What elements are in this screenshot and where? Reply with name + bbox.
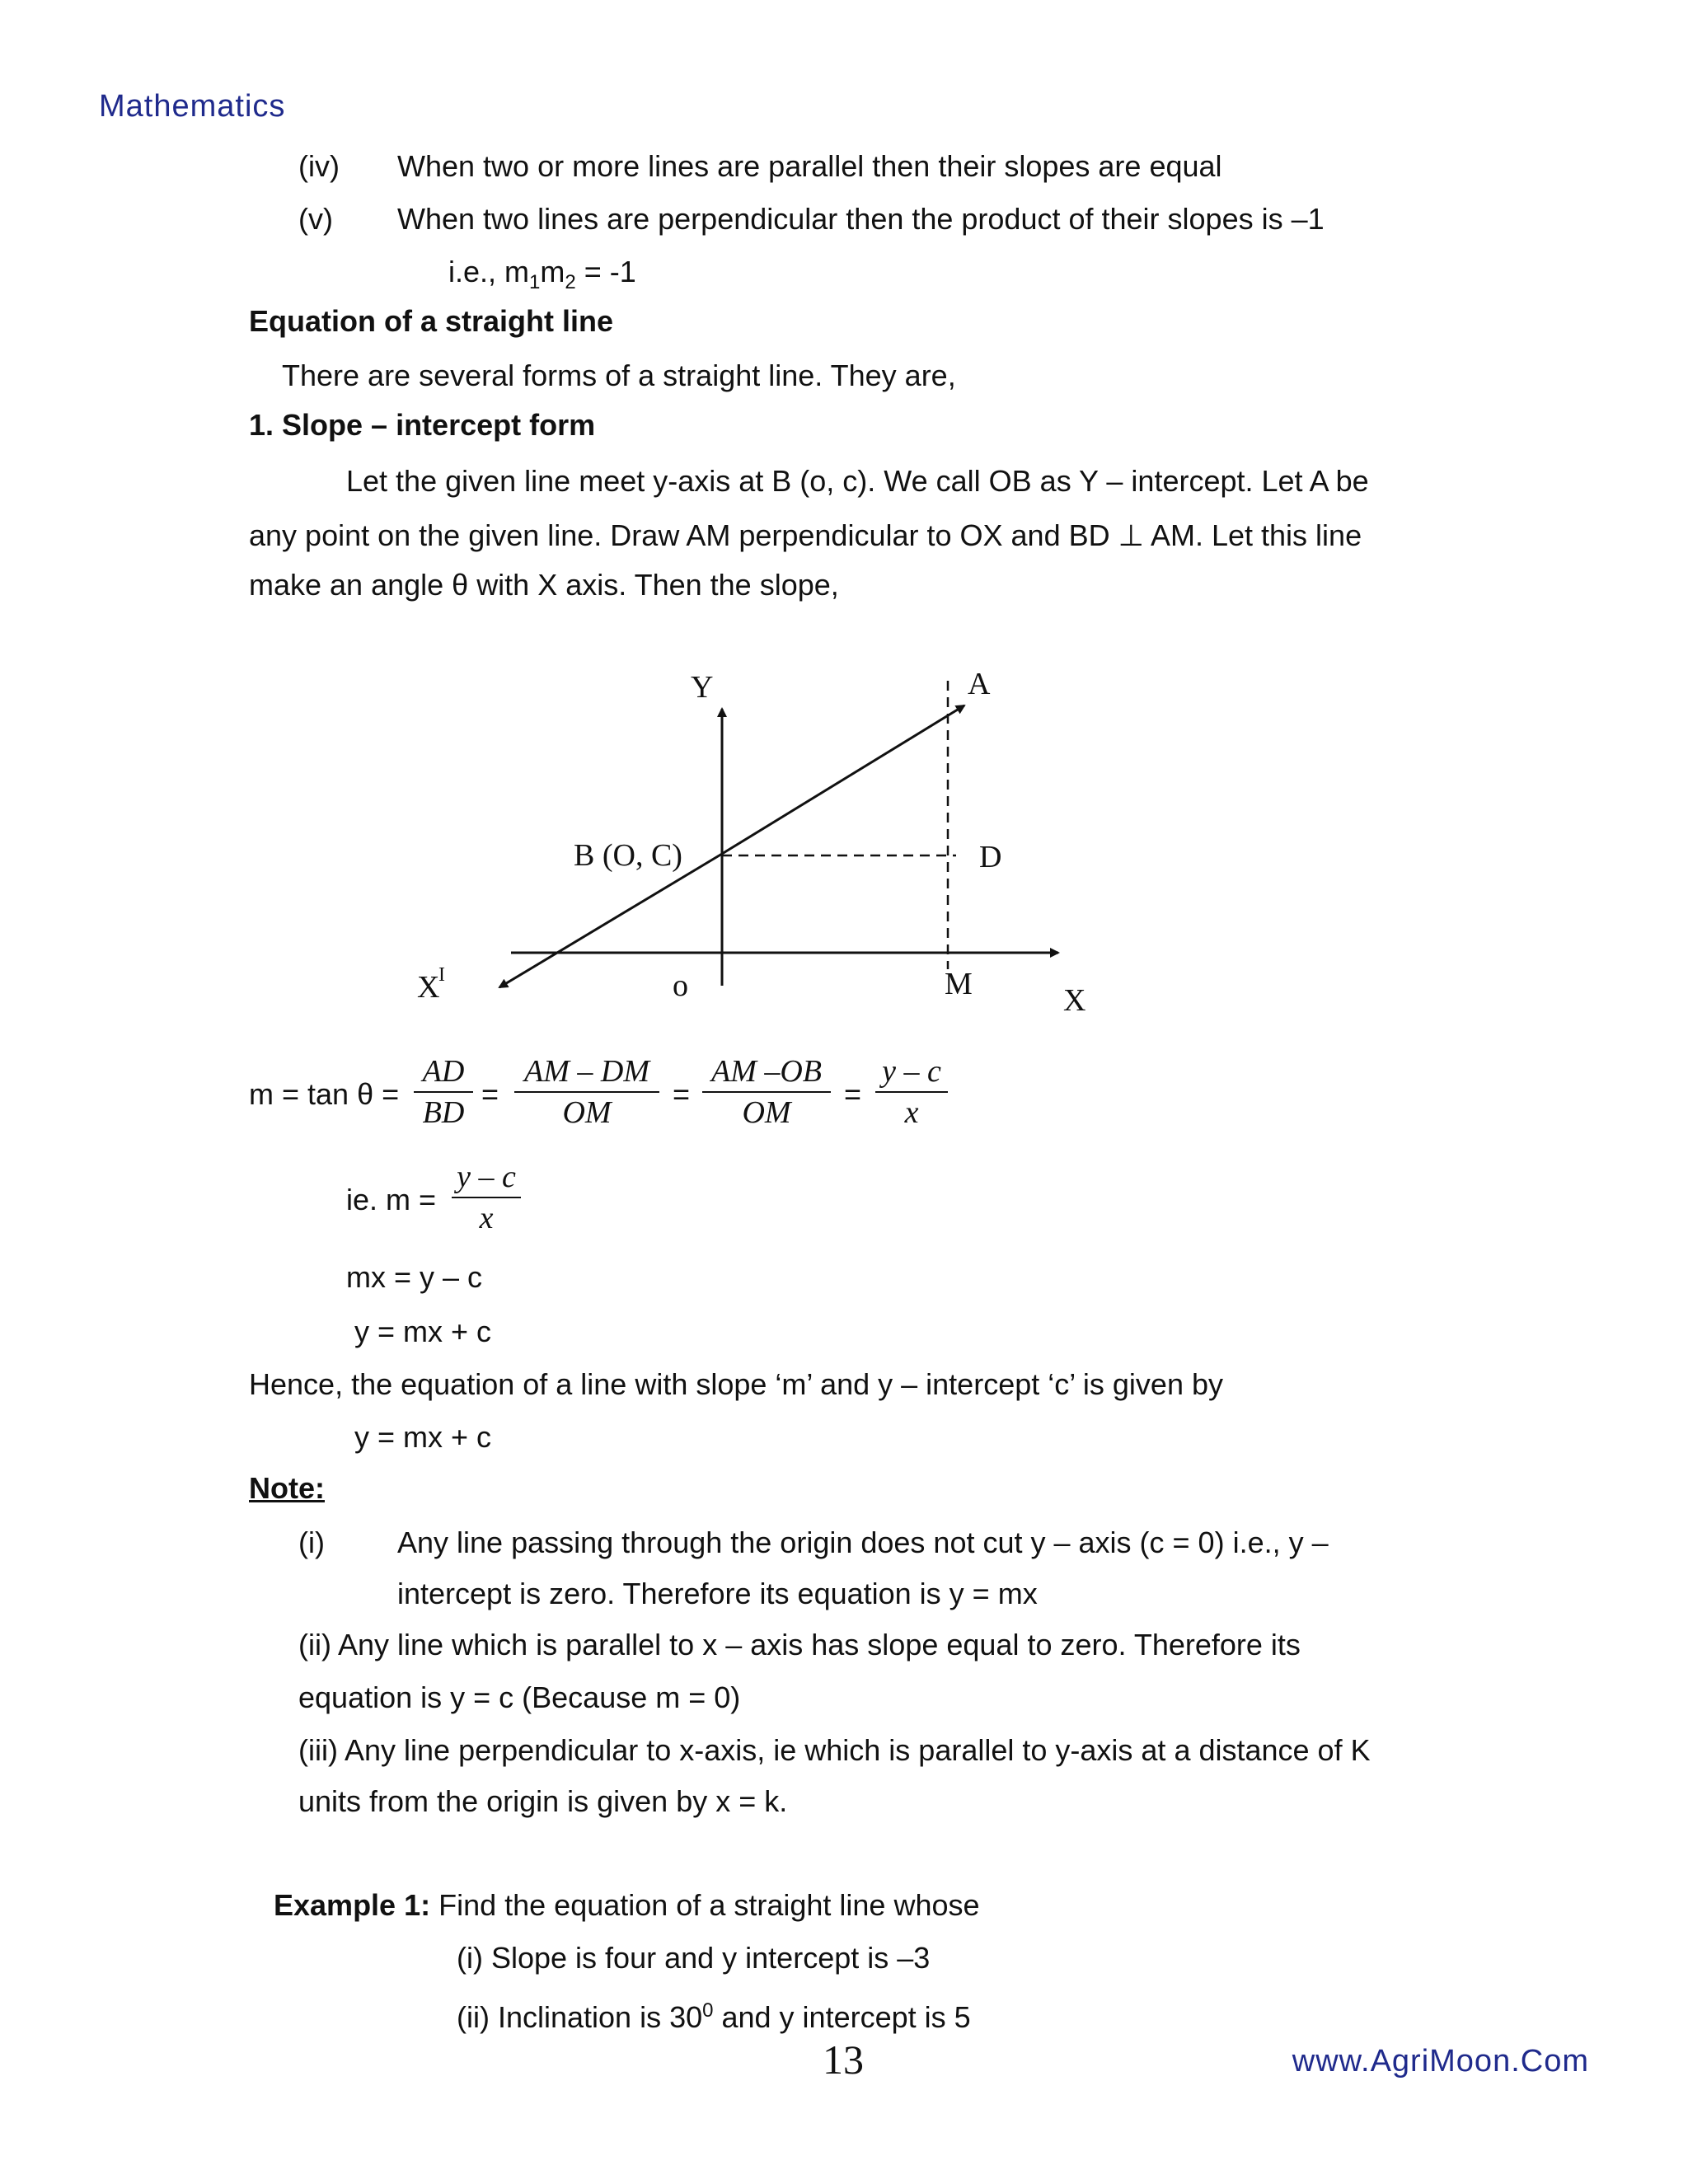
slope-line-lower xyxy=(499,854,722,987)
conclusion-text: Hence, the equation of a line with slope ‘m’ and y – intercept ‘c’ is given by xyxy=(249,1367,1223,1401)
property-iv-number: (iv) xyxy=(298,149,340,183)
note-i-number: (i) xyxy=(298,1526,325,1559)
label-m: M xyxy=(945,967,973,1001)
label-x-prime: X xyxy=(417,970,440,1005)
slope-intercept-figure xyxy=(0,0,1688,1038)
label-d: D xyxy=(979,840,1002,874)
derivation-step-2: y = mx + c xyxy=(354,1315,492,1348)
label-o: o xyxy=(673,968,688,1003)
note-title: Note: xyxy=(249,1471,325,1505)
footer-website: www.AgriMoon.Com xyxy=(1292,2044,1589,2079)
fraction-y-c-x: $\frac{y - c}{x}$ xyxy=(875,1052,948,1132)
note-ii-line-1: (ii) Any line which is parallel to x – axis has slope equal to zero. Therefore its xyxy=(298,1628,1301,1661)
label-b: B (O, C) xyxy=(574,838,682,873)
equals-sign-1: = xyxy=(481,1077,499,1111)
page-number: 13 xyxy=(823,2036,864,2083)
section-title: Equation of a straight line xyxy=(249,304,614,338)
equals-sign-2: = xyxy=(673,1077,691,1111)
property-iv-text: When two or more lines are parallel then their slopes are equal xyxy=(397,149,1222,183)
property-v-text: When two lines are perpendicular then the product of their slopes is –1 xyxy=(397,202,1325,236)
slope-line-upper xyxy=(722,705,964,854)
ie-m-lhs: ie. m = xyxy=(346,1183,437,1216)
label-x-prime-sup: I xyxy=(438,964,445,986)
perpendicular-product-equation: i.e., $m_1m_2 = -1$ xyxy=(448,255,636,294)
label-a: A xyxy=(968,667,991,701)
example-1-heading: Example 1: Find the equation of a straight line whose xyxy=(274,1888,980,1922)
slope-equation-lhs: m = tan θ = xyxy=(249,1077,400,1111)
note-ii-line-2: equation is y = c (Because m = 0) xyxy=(298,1680,741,1714)
example-1-part-i: (i) Slope is four and y intercept is –3 xyxy=(457,1941,931,1975)
fraction-am-dm-om: $\frac{AM - DM}{OM}$ xyxy=(514,1052,659,1132)
equals-sign-3: = xyxy=(844,1077,862,1111)
example-1-part-ii: (ii) Inclination is $30^0$ and y intercept is 5 xyxy=(457,1999,971,2034)
conclusion-equation: y = mx + c xyxy=(354,1420,492,1454)
ie-fraction-y-c-x: $\frac{y - c}{x}$ xyxy=(452,1157,521,1238)
paragraph-line-3: make an angle θ with X axis. Then the slope, xyxy=(249,568,839,602)
note-i-line-2: intercept is zero. Therefore its equation is y = mx xyxy=(397,1577,1038,1610)
note-iii-line-2: units from the origin is given by x = k. xyxy=(298,1784,788,1818)
intro-text: There are several forms of a straight line. They are, xyxy=(282,359,956,392)
note-i-line-1: Any line passing through the origin does not cut y – axis (c = 0) i.e., y – xyxy=(397,1526,1329,1559)
fraction-ad-bd: $\frac{AD}{BD}$ xyxy=(414,1052,473,1132)
fraction-am-ob-om: $\frac{AM -OB}{OM}$ xyxy=(702,1052,831,1132)
subsection-title: 1. Slope – intercept form xyxy=(249,408,596,442)
paragraph-line-1: Let the given line meet y-axis at B (o, c). We call OB as Y – intercept. Let A be xyxy=(346,464,1369,498)
header-subject: Mathematics xyxy=(99,89,286,124)
derivation-step-1: mx = y – c xyxy=(346,1260,483,1294)
note-iii-line-1: (iii) Any line perpendicular to x-axis, ie which is parallel to y-axis at a distance of K xyxy=(298,1733,1371,1767)
label-y: Y xyxy=(691,670,714,705)
paragraph-line-2: any point on the given line. Draw AM perpendicular to OX and BD ⊥ AM. Let this line xyxy=(249,518,1362,552)
property-v-number: (v) xyxy=(298,202,333,236)
label-x: X xyxy=(1063,983,1086,1018)
